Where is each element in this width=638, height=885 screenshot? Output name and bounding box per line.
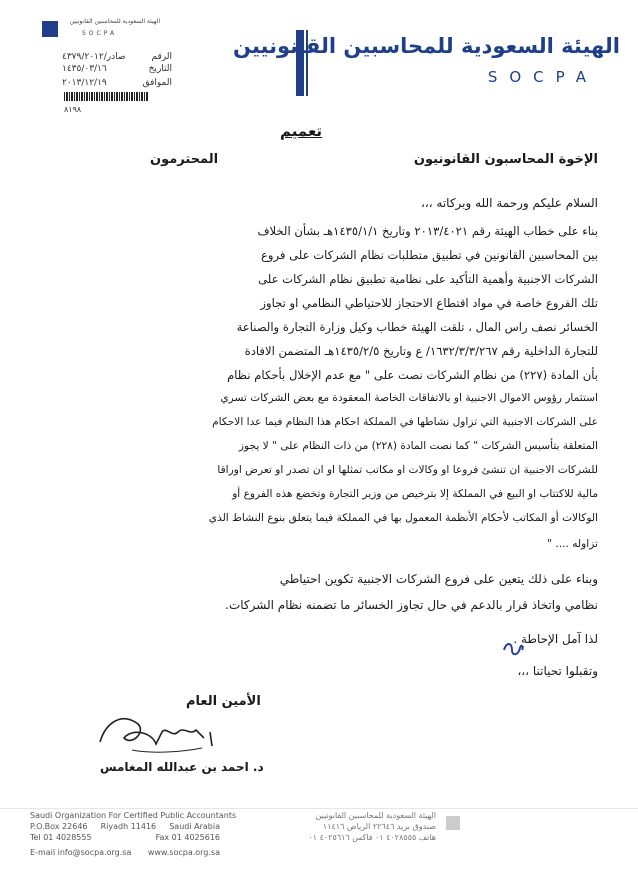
footer-en-name: Saudi Organization For Certified Public Accountants — [30, 811, 237, 820]
meta-hijri-date-label: التاريخ — [148, 64, 172, 74]
addressee: الإخوة المحاسبون القانونيون — [413, 152, 598, 167]
meta-gregorian-date-label: الموافق — [142, 78, 172, 88]
footer-ar-pobox: صندوق بريد ٢٢٦٤٦ الرياض ١١٤١٦ — [322, 822, 436, 831]
footer-en-website[interactable]: www.socpa.org.sa — [147, 848, 220, 857]
body-line: بأن المادة (٢٢٧) من نظام الشركات نصت على " مع عدم الإخلال بأحكام نظام — [227, 368, 598, 382]
footer-english-contact — [30, 810, 237, 858]
body-line: الخسائر نصف راس المال ، تلقت الهيئة خطاب وكيل وزارة التجارة والصناعة — [236, 320, 598, 334]
body-line: مالية للاكتتاب او البيع في المملكة إلا بترخيص من وزير التجارة وتخضع هذه الفروع أو — [232, 488, 598, 500]
body-line: للتجارة الداخلية رقم ١٦٣٢/٣/٣/٢٦٧/ ع وتاريخ ١٤٣٥/٢/٥هـ المتضمن الافادة — [244, 344, 598, 358]
footer-ar-name: الهيئة السعودية للمحاسبين القانونيين — [315, 811, 436, 820]
footer-en-country: Saudi Arabia — [169, 822, 220, 831]
stamp-logo-square — [42, 21, 58, 37]
stamp-org-name: الهيئة السعودية للمحاسبين القانونيين — [69, 18, 160, 25]
document-code: ٨١٩٨ — [64, 105, 82, 114]
body-line: بين المحاسبين القانونين في تطبيق متطلبات نظام الشركات على فروع — [260, 248, 598, 262]
footer-en-fax: Fax 01 4025616 — [155, 833, 220, 842]
barcode — [64, 92, 148, 101]
footer-en-pobox: P.O.Box 22646 — [30, 822, 88, 831]
body-line: على الشركات الاجنبية التي تزاول نشاطها في المملكة احكام هذا النظام فيما عدا الاحكام — [212, 416, 598, 428]
footer-en-city: Riyadh 11416 — [100, 822, 157, 831]
closing-line: وبناء على ذلك يتعين على فروع الشركات الاجنبية تكوين احتياطي — [279, 572, 598, 586]
meta-gregorian-date-value: ٢٠١٣/١٢/١٩ — [62, 78, 107, 88]
footer-en-email[interactable]: E-mail info@socpa.org.sa — [30, 848, 132, 857]
body-line: للشركات الاجنبية ان تنشئ فروعا او وكالات او مكاتب تمثلها او ان تصدر او تعرض اوراقا — [217, 464, 598, 476]
body-line: تلك الفروع خاصة في مواد اقتطاع الاحتجاز للاحتياطي النظامي او تجاوز — [260, 296, 598, 310]
org-abbreviation: SOCPA — [487, 68, 598, 86]
body-line: الوكالات أو المكاتب لأحكام الأنظمة المعمول بها في المملكة فيما يتعلق بنوع النشاط الذي — [208, 512, 598, 524]
body-line: تزاوله .... " — [547, 538, 598, 550]
meta-number-value: صادر/٤٣٧٩/٢٠١٢ — [62, 52, 126, 62]
body-line: المتعلقة بتأسيس الشركات " كما نصت المادة (٢٢٨) من ذات النظام على " لا يجوز — [238, 440, 598, 452]
body-line: بناء على خطاب الهيئة رقم ٢٠١٣/٤٠٢١ وتاريخ ١٤٣٥/١/١هـ بشأن الخلاف — [257, 224, 598, 238]
meta-hijri-date-value: ١٤٣٥/٠٣/١٦ — [62, 64, 107, 74]
closing-line: نظامي واتخاذ قرار بالدعم في حال تجاوز الخسائر ما تضمنه نظام الشركات. — [225, 598, 598, 612]
signatory-title: الأمين العام — [186, 694, 261, 709]
greeting: السلام عليكم ورحمة الله وبركاته ،،، — [420, 196, 598, 210]
body-line: استثمار رؤوس الاموال الاجنبية او بالاتفاقات الخاصة المعقودة مع بعض الشركات تسري — [220, 392, 598, 404]
stamp-abbreviation: SOCPA — [82, 30, 118, 37]
footer-en-tel: Tel 01 4028555 — [30, 833, 92, 842]
footer-logo-square — [446, 816, 460, 830]
document-heading: تعميم — [280, 122, 323, 140]
signatory-name: د. احمد بن عبدالله المغامس — [100, 760, 264, 774]
footer-ar-tel: هاتف ٤٠٢٨٥٥٥ ٠١ فاكس ٤٠٢٥٦١٦ ٠١ — [308, 833, 436, 842]
addressee-honorific: المحترمون — [150, 152, 219, 167]
footer-logo — [446, 808, 606, 848]
footer-arabic-contact — [236, 810, 436, 843]
body-line: الشركات الاجنبية وأهمية التأكيد على نظامية تطبيق نظام الشركات على — [258, 272, 598, 286]
signature-icon — [92, 702, 242, 762]
hope-line: لذا آمل الإحاطة . — [513, 632, 598, 646]
meta-number-label: الرقم — [151, 52, 172, 62]
org-name-arabic: الهيئة السعودية للمحاسبين القانونيين — [233, 34, 620, 58]
regards-line: وتقبلوا تحياتنا ،،، — [517, 664, 598, 678]
initial-mark-icon — [500, 636, 528, 660]
